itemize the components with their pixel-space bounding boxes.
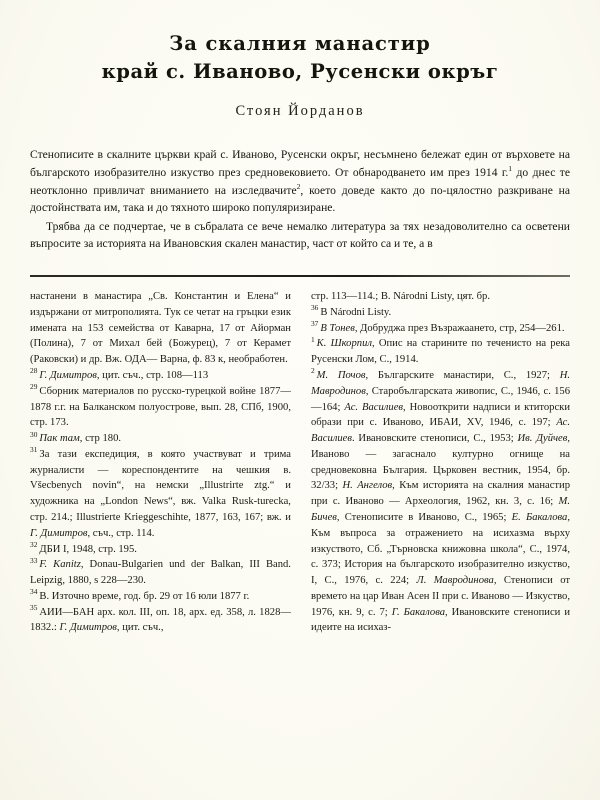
- cited-author: Н. Ангелов: [342, 480, 393, 492]
- footnote-entry: $^{30}$ Пак там, стр 180.: [30, 429, 122, 445]
- footnote-entry: $^{31}$ За тази експедиция, в която участвуват и трима журналисти — кореспондентите на чешкия в. Všecbenych novin“, на немски „Illustrirte ztg.“ и художника на „London News“, вж. Valka Rusk-turecka, стр. 214.; Illustrierte Krieggeschihte, 1877, 163, 167; вж. и Г. Димитров, съч., стр. 114.: [30, 445, 291, 539]
- cited-author: Е. Бакалова: [511, 511, 568, 523]
- footnote-marker: 35: [30, 603, 38, 613]
- cited-author: Ас. Василиев: [344, 401, 404, 413]
- footnote-marker: 29: [30, 382, 38, 392]
- cited-author: Г. Димитров: [30, 527, 88, 539]
- footnote-entry: $^{34}$ В. Източно време, год. бр. 29 от 16 юли 1877 г.: [30, 587, 250, 602]
- footnote-marker: 1: [310, 334, 315, 344]
- footnote-column-right: [307, 289, 570, 636]
- footnote-marker: 33: [30, 555, 38, 565]
- footnote-marker: 30: [30, 429, 38, 439]
- author-byline: Стоян Йорданов: [235, 103, 365, 120]
- cited-author: Пак там: [39, 433, 80, 445]
- paragraph: Стенописите в скалните църкви край с. Иваново, Русенски окръг, несъмнено бележат един от върховете на българското изобразително изкуство през средновековието. От обнародването им през 1914 г.$^1$ до днес те неотклонно привличат вниманието на изследвачите$^2$, което доведе както до по-цялостно разкриване на достойнствата им, така и до тяхното широко популяризиране.: [30, 148, 570, 215]
- footnote-entry: $^2$ М. Почов, Българските манастири, С., 1927; Н. Мавродинов, Старобългарската живопис, С., 1946, с. 156—164; Ас. Василиев, Новооткрити надписи и ктиторски образи при с. Иваново, ИБАИ, XV, 1946, с. 197; Ас. Василиев. Ивановските стенописи, С., 1953; Ив. Дуйчев, Иваново — загаснало културно огнище на средновековна България. Църковен вестник, 1954, бр. 32/33; Н. Ангелов, Към историята на скалния манастир при с. Иваново — Археология, 1962, кн. 3, с. 16; М. Бичев, Стенописите в Иваново, С., 1965; Е. Бакалова, Към въпроса за отражението на исихазма върху изкуството, Сб. „Търновска книжовна школа“, С., 1974, с. 373; История на българското изобразително изкуство, I, С., 1976, с. 224; Л. Мавродинова, Стенописи от времето на цар Иван Асен II при с. Иваново — Изкуство, 1976, кн. 9, с. 7; Г. Бакалова, Ивановските стенописи и идеите на исихаз-: [310, 366, 571, 634]
- cited-author: Н. Мавродинов: [310, 369, 571, 397]
- footnote-entry: $^{35}$ АИИ—БАН арх. кол. III, оп. 18, арх. ед. 358, л. 1828—1832.: Г. Димитров, цит. съч.,: [30, 603, 291, 634]
- cited-author: В Тонев: [320, 322, 355, 334]
- footnote-reference[interactable]: 2: [296, 181, 301, 191]
- footnote-entry: $^{29}$ Сборник материалов по русско-турецкой войне 1877—1878 г.г. на Балканском полуострове, вып. 28, СПб, 1900, стр. 173.: [30, 382, 291, 429]
- title-block: [0, 0, 600, 120]
- page-title-line-2: край с. Иваново, Русенски окръг: [101, 59, 499, 83]
- footnote-marker: 31: [30, 445, 38, 455]
- footnote-entry: $^{33}$ F. Kanitz, Donau-Bulgarien und der Balkan, III Band. Leipzig, 1880, s 228—230.: [30, 555, 291, 587]
- horizontal-rule: [30, 275, 570, 277]
- footnote-marker: 32: [30, 540, 38, 549]
- cited-author: Г. Димитров: [39, 369, 97, 381]
- cited-author: М. Бичев: [310, 496, 570, 523]
- cited-author: F. Kanitz: [39, 559, 81, 571]
- footnote-entry: $^{28}$ Г. Димитров, цит. съч., стр. 108—113: [30, 366, 209, 381]
- footnote-entry: $^{37}$ В Тонев, Добруджа през Възражаането, стр, 254—261.: [310, 319, 565, 334]
- cited-author: Л. Мавродинова: [416, 575, 494, 587]
- footnote-entry: $^1$ К. Шкорпил, Опис на старините по течениcто на река Русенски Лом, С., 1914.: [310, 334, 570, 366]
- cited-author: М. Почов: [316, 369, 366, 381]
- footnotes-area: [30, 289, 570, 636]
- cited-author: Г. Бакалова: [391, 606, 446, 618]
- footnote-marker: 2: [310, 366, 315, 376]
- footnote-marker: 28: [30, 366, 38, 376]
- footnote-entry: настанени в манастира „Св. Константин и Елена“ и издържани от митрополията. Тук се четат на гръцки език имената на 153 семейства от Каварна, 17 от Айорман (Полина), 7 от Михал бей (Божурец), 7 от Керамет (Раковски) и др. Вж. ОДА— Варна, ф. 83 к, необработен.: [30, 291, 291, 366]
- paragraph: Трябва да се подчертае, че в събралата се вече немалко литература за тях незадоволително са осветени въпросите за историята на Ивановския скален манастир, част от който са и те, а в: [30, 219, 570, 251]
- footnote-marker: 34: [30, 587, 38, 597]
- footnote-entry: $^{32}$ ДБИ I, 1948, стр. 195.: [30, 540, 137, 555]
- cited-author: К. Шкорпил: [316, 338, 372, 350]
- footnote-entry: $^{36}$ В Národni Listy.: [310, 303, 392, 318]
- footnote-reference[interactable]: 1: [508, 164, 513, 174]
- cited-author: Ас. Василиев: [310, 417, 570, 445]
- footnote-divider: [30, 275, 570, 277]
- page-title-line-1: За скалния манастир: [169, 32, 431, 55]
- footnote-column-left: [30, 289, 293, 636]
- footnote-marker: 37: [310, 319, 319, 329]
- body-text: [30, 146, 570, 253]
- footnote-marker: 36: [310, 303, 319, 313]
- footnote-entry: стр. 113—114.; В. Národni Listy, цят. бр.: [310, 291, 490, 303]
- cited-author: Г. Димитров: [59, 622, 117, 634]
- cited-author: Ив. Дуйчев: [517, 433, 568, 445]
